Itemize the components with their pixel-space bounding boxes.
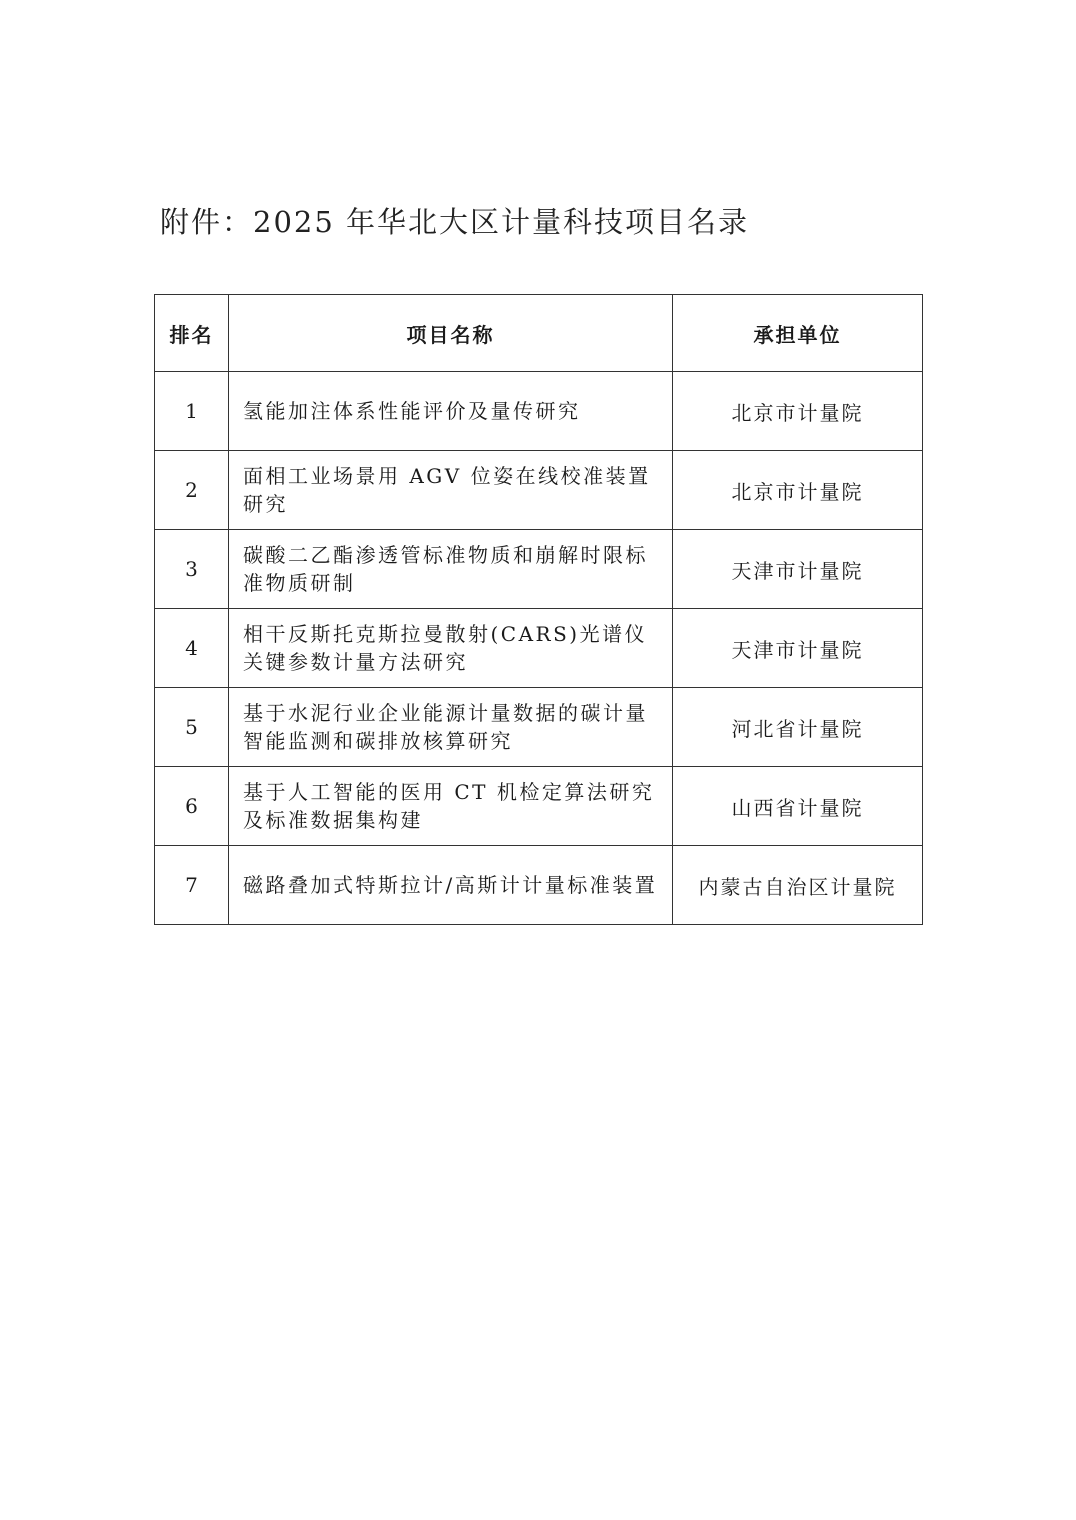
header-rank: 排名 bbox=[155, 295, 229, 372]
project-name-cell: 磁路叠加式特斯拉计/高斯计计量标准装置 bbox=[229, 846, 673, 925]
project-table bbox=[154, 294, 923, 925]
project-name-cell: 基于人工智能的医用 CT 机检定算法研究及标准数据集构建 bbox=[229, 767, 673, 846]
unit-cell: 北京市计量院 bbox=[673, 372, 923, 451]
rank-cell: 5 bbox=[155, 688, 229, 767]
rank-cell: 6 bbox=[155, 767, 229, 846]
rank-cell: 4 bbox=[155, 609, 229, 688]
project-name-cell: 相干反斯托克斯拉曼散射(CARS)光谱仪关键参数计量方法研究 bbox=[229, 609, 673, 688]
unit-cell: 天津市计量院 bbox=[673, 530, 923, 609]
project-name-cell: 氢能加注体系性能评价及量传研究 bbox=[229, 372, 673, 451]
table-row bbox=[155, 767, 923, 846]
project-name-cell: 碳酸二乙酯渗透管标准物质和崩解时限标准物质研制 bbox=[229, 530, 673, 609]
unit-cell: 山西省计量院 bbox=[673, 767, 923, 846]
header-unit: 承担单位 bbox=[673, 295, 923, 372]
table-row bbox=[155, 688, 923, 767]
header-project-name: 项目名称 bbox=[229, 295, 673, 372]
table-row bbox=[155, 530, 923, 609]
table-row bbox=[155, 372, 923, 451]
unit-cell: 河北省计量院 bbox=[673, 688, 923, 767]
rank-cell: 1 bbox=[155, 372, 229, 451]
table-row bbox=[155, 609, 923, 688]
rank-cell: 3 bbox=[155, 530, 229, 609]
rank-cell: 2 bbox=[155, 451, 229, 530]
table-row bbox=[155, 846, 923, 925]
unit-cell: 天津市计量院 bbox=[673, 609, 923, 688]
table-header-row bbox=[155, 295, 923, 372]
table-row bbox=[155, 451, 923, 530]
unit-cell: 内蒙古自治区计量院 bbox=[673, 846, 923, 925]
page-title: 附件：2025 年华北大区计量科技项目名录 bbox=[160, 205, 750, 239]
project-name-cell: 基于水泥行业企业能源计量数据的碳计量智能监测和碳排放核算研究 bbox=[229, 688, 673, 767]
rank-cell: 7 bbox=[155, 846, 229, 925]
project-name-cell: 面相工业场景用 AGV 位姿在线校准装置研究 bbox=[229, 451, 673, 530]
unit-cell: 北京市计量院 bbox=[673, 451, 923, 530]
